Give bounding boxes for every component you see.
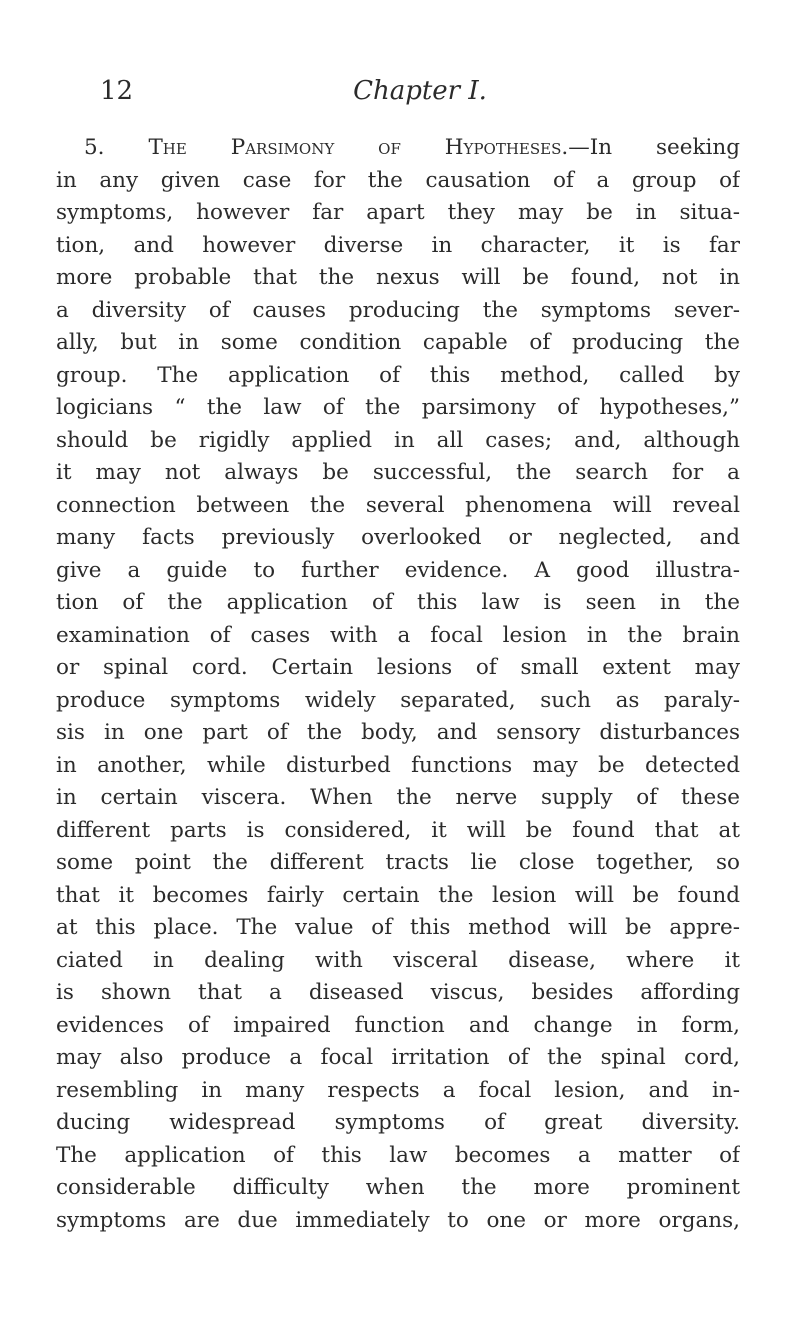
text-line: tion, and however diverse in character, it is far [56, 232, 740, 258]
text-line: tion of the application of this law is seen in the [56, 590, 740, 615]
running-head [100, 76, 740, 116]
chapter-title: Chapter I. [353, 76, 487, 106]
text-line: many facts previously overlooked or neglected, and [56, 525, 740, 550]
page-number: 12 [100, 76, 134, 106]
text-line: group. The application of this method, called by [56, 362, 740, 388]
text-line: ducing widespread symptoms of great diversity. [56, 1110, 740, 1135]
text-line: symptoms are due immediately to one or more organs, [56, 1207, 740, 1233]
text-line-content: —In seeking [568, 135, 740, 160]
text-line: is shown that a diseased viscus, besides affording [56, 980, 740, 1005]
text-line: logicians “ the law of the parsimony of hypotheses,” [56, 395, 740, 420]
text-line: that it becomes fairly certain the lesion will be found [56, 882, 740, 908]
text-line: should be rigidly applied in all cases; and, although [56, 427, 740, 453]
text-line: at this place. The value of this method will be appre- [56, 915, 740, 940]
text-line: more probable that the nexus will be found, not in [56, 265, 740, 290]
text-line: considerable difficulty when the more prominent [56, 1175, 740, 1200]
text-line: sis in one part of the body, and sensory disturbances [56, 720, 740, 745]
text-line: The application of this law becomes a matter of [56, 1142, 740, 1168]
text-line: examination of cases with a focal lesion in the brain [56, 622, 740, 648]
body-text [56, 132, 740, 1237]
text-line: produce symptoms widely separated, such as paraly- [56, 687, 740, 713]
text-line: symptoms, however far apart they may be in situa- [56, 200, 740, 225]
section-number: 5. [84, 135, 105, 160]
text-line: evidences of impaired function and change in form, [56, 1012, 740, 1038]
text-line: ciated in dealing with visceral disease, where it [56, 947, 740, 973]
text-line: connection between the several phenomena will reveal [56, 492, 740, 518]
text-line: give a guide to further evidence. A good illustra- [56, 557, 740, 583]
text-line: in certain viscera. When the nerve supply of these [56, 785, 740, 810]
text-line: in any given case for the causation of a group of [56, 167, 740, 193]
text-line: different parts is considered, it will be found that at [56, 817, 740, 843]
text-line: ally, but in some condition capable of producing the [56, 330, 740, 355]
text-line: in another, while disturbed functions may be detected [56, 752, 740, 778]
text-line: it may not always be successful, the search for a [56, 460, 740, 485]
text-line: a diversity of causes producing the symptoms sever- [56, 297, 740, 323]
text-line: some point the different tracts lie close together, so [56, 850, 740, 875]
section-heading: The Parsimony of Hypotheses. [148, 135, 569, 160]
text-line: or spinal cord. Certain lesions of small extent may [56, 655, 740, 680]
text-line: resembling in many respects a focal lesion, and in- [56, 1077, 740, 1103]
text-line: may also produce a focal irritation of the spinal cord, [56, 1045, 740, 1070]
text-line [56, 132, 740, 165]
